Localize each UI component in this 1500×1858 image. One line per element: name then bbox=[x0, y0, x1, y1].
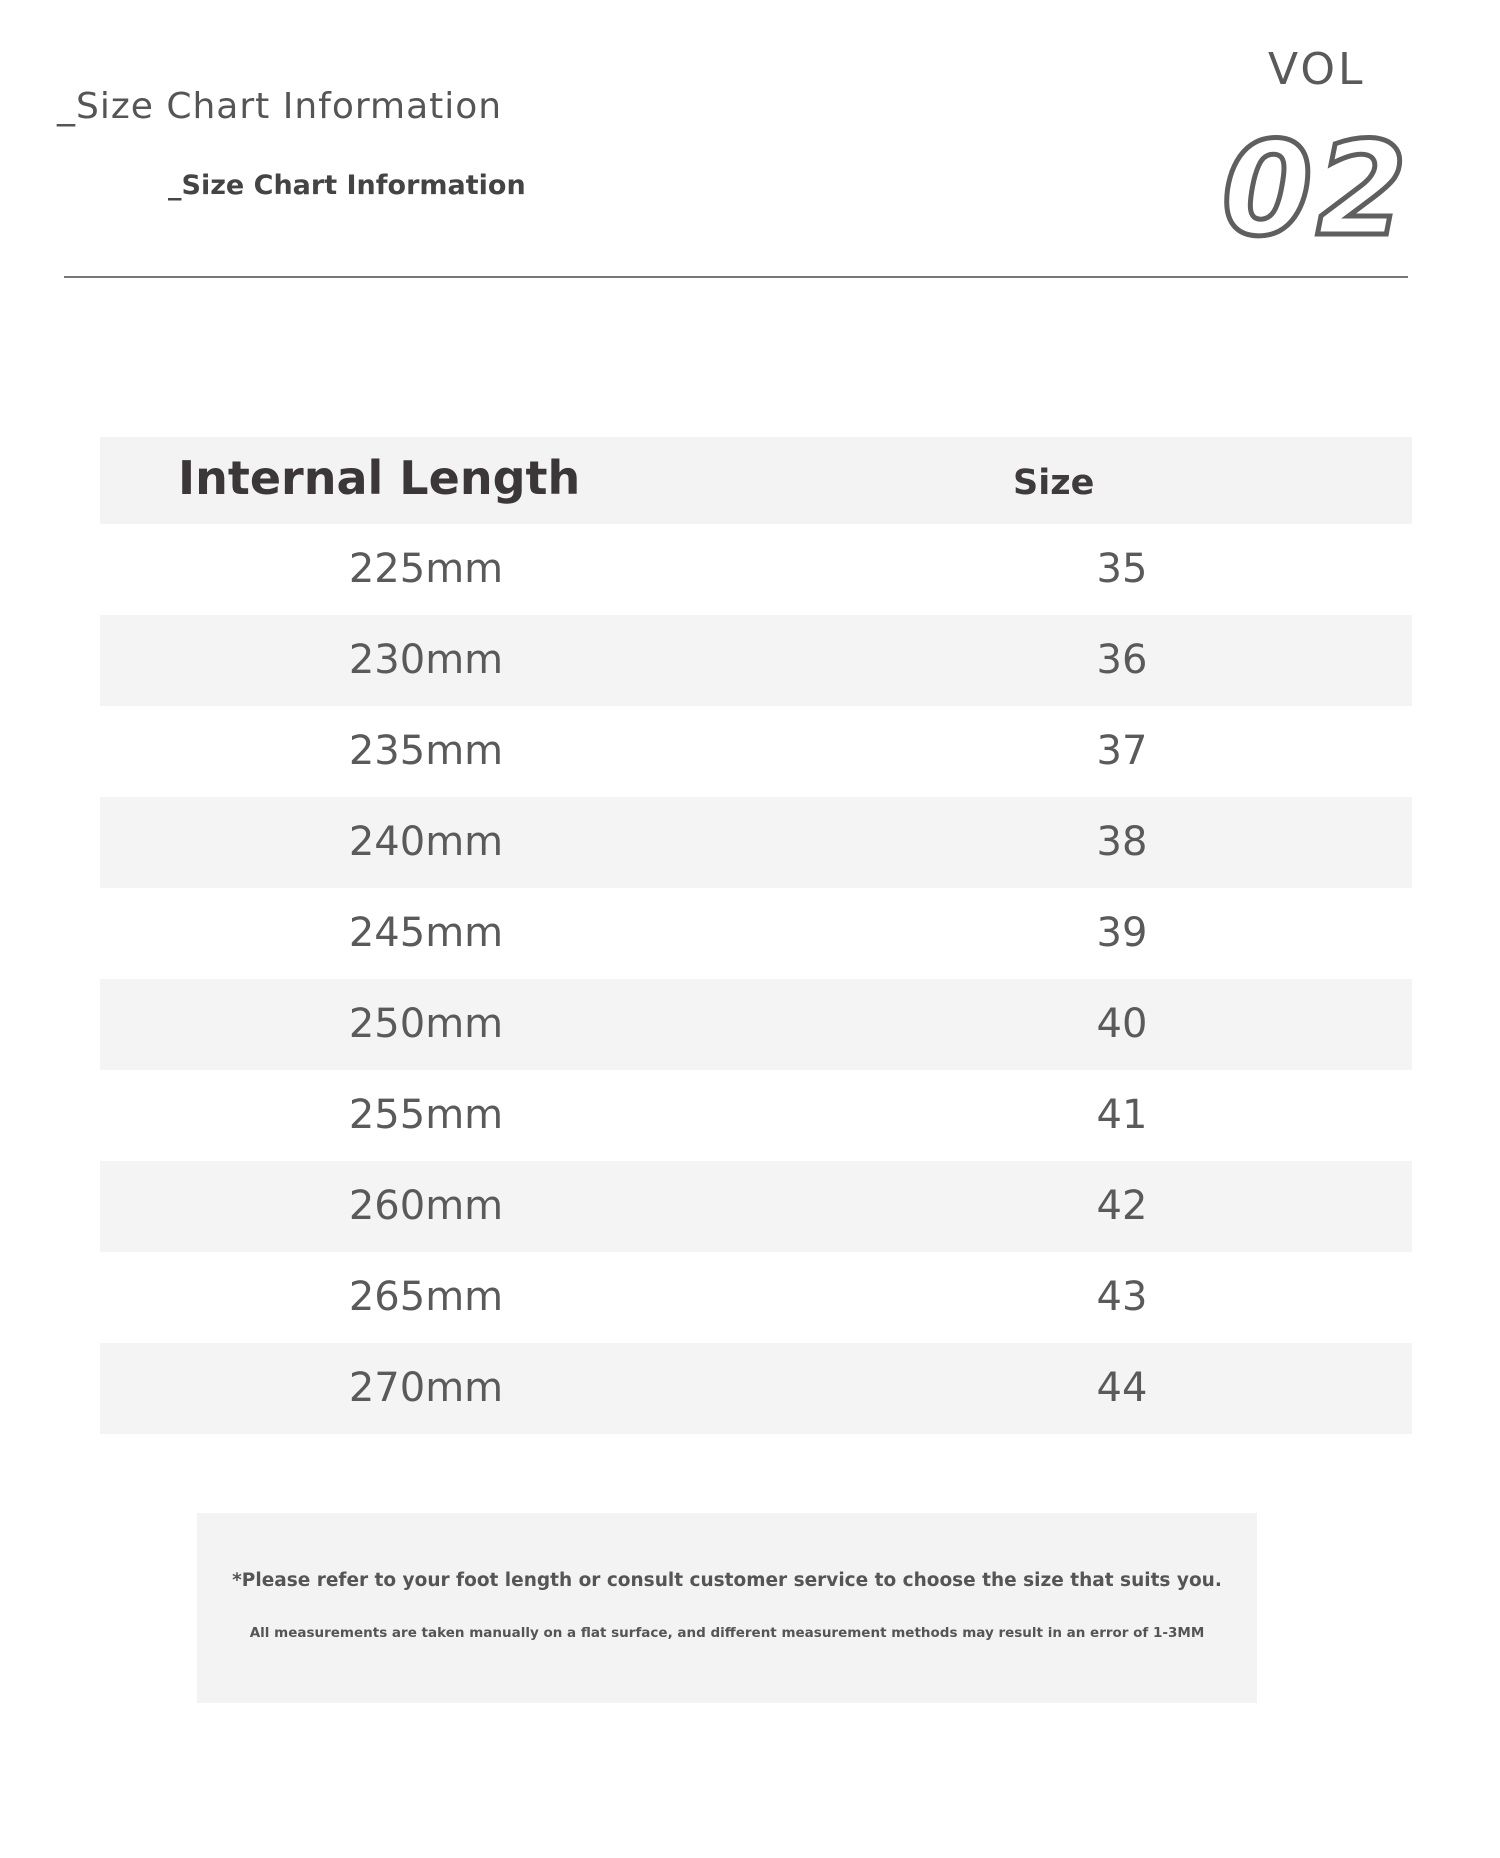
table-row bbox=[100, 1161, 1412, 1252]
table-row bbox=[100, 706, 1412, 797]
cell-internal-length: 270mm bbox=[348, 1365, 504, 1411]
size-table bbox=[100, 437, 1412, 1434]
cell-internal-length: 265mm bbox=[348, 1274, 504, 1320]
cell-internal-length: 245mm bbox=[348, 910, 504, 956]
page-title: _Size Chart Information bbox=[57, 86, 503, 127]
cell-internal-length: 250mm bbox=[348, 1001, 504, 1047]
cell-internal-length: 240mm bbox=[348, 819, 504, 865]
table-row bbox=[100, 1343, 1412, 1434]
cell-internal-length: 260mm bbox=[348, 1183, 504, 1229]
note-main-text: *Please refer to your foot length or consult customer service to choose the size that suits you. bbox=[232, 1570, 1222, 1591]
cell-size: 39 bbox=[1096, 910, 1148, 956]
vol-label: VOL bbox=[1268, 44, 1366, 95]
cell-internal-length: 255mm bbox=[348, 1092, 504, 1138]
column-header-size: Size bbox=[1013, 463, 1095, 503]
cell-size: 38 bbox=[1096, 819, 1148, 865]
vol-number bbox=[1218, 113, 1411, 265]
cell-internal-length: 230mm bbox=[348, 637, 504, 683]
table-row bbox=[100, 524, 1412, 615]
cell-size: 43 bbox=[1096, 1274, 1148, 1320]
table-row bbox=[100, 797, 1412, 888]
cell-size: 42 bbox=[1096, 1183, 1148, 1229]
table-body bbox=[100, 524, 1412, 1434]
column-header-internal-length: Internal Length bbox=[178, 451, 581, 505]
cell-internal-length: 235mm bbox=[348, 728, 504, 774]
vol-number-text: 02 bbox=[1222, 113, 1411, 265]
header-divider bbox=[64, 276, 1408, 278]
note-box bbox=[197, 1513, 1257, 1703]
cell-size: 37 bbox=[1096, 728, 1148, 774]
table-header bbox=[100, 437, 1412, 524]
table-row bbox=[100, 888, 1412, 979]
cell-size: 44 bbox=[1096, 1365, 1148, 1411]
cell-internal-length: 225mm bbox=[348, 546, 504, 592]
table-row bbox=[100, 615, 1412, 706]
cell-size: 41 bbox=[1096, 1092, 1148, 1138]
table-row bbox=[100, 979, 1412, 1070]
cell-size: 35 bbox=[1096, 546, 1148, 592]
cell-size: 36 bbox=[1096, 637, 1148, 683]
table-row bbox=[100, 1252, 1412, 1343]
table-row bbox=[100, 1070, 1412, 1161]
note-sub-text: All measurements are taken manually on a flat surface, and different measurement methods may result in an error of 1-3MM bbox=[249, 1625, 1205, 1641]
cell-size: 40 bbox=[1096, 1001, 1148, 1047]
page-subtitle: _Size Chart Information bbox=[168, 170, 526, 201]
